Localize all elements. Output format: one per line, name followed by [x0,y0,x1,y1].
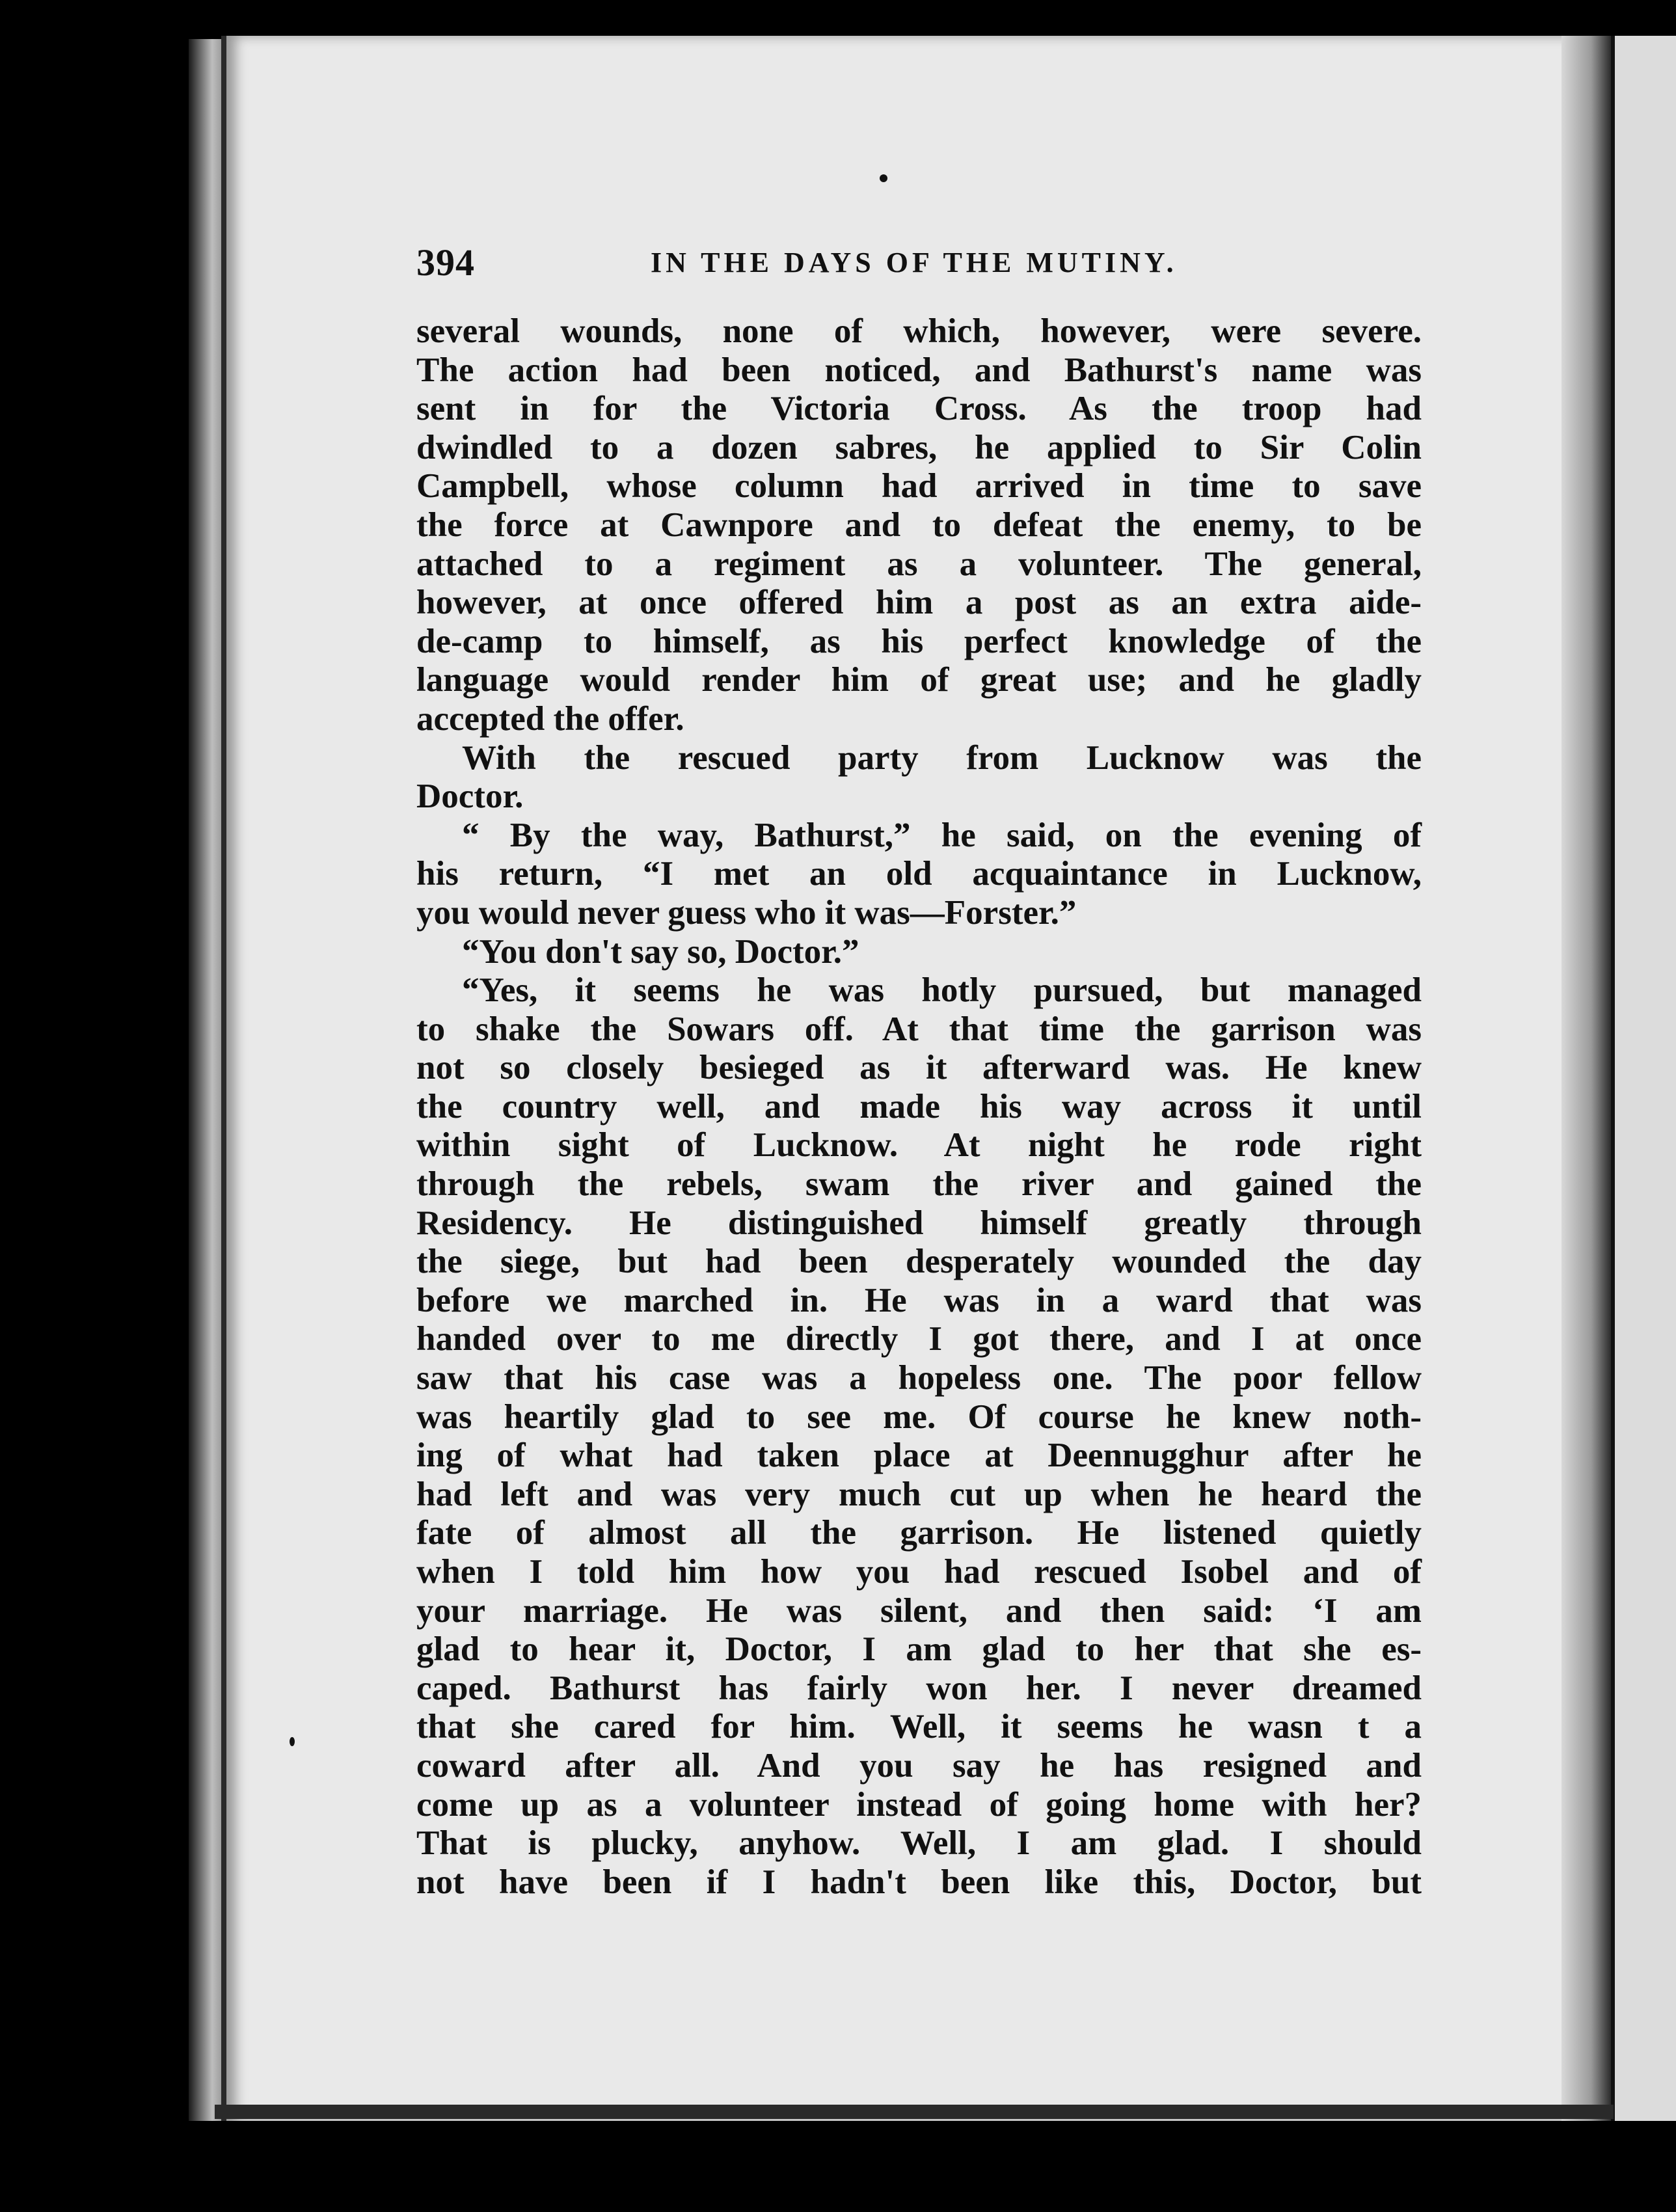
text-line: language would render him of great use; and he gladly [416,661,1422,699]
text-line: before we marched in. He was in a ward that was [416,1281,1422,1319]
text-line: “ By the way, Bathurst,” he said, on the evening of [462,816,1422,854]
text-line: had left and was very much cut up when he heard the [416,1475,1422,1513]
text-line: Doctor. [416,777,524,816]
text-line: the force at Cawnpore and to defeat the enemy, to be [416,506,1422,544]
text-line: de-camp to himself, as his perfect knowledge of the [416,622,1422,660]
text-line: come up as a volunteer instead of going home with her? [416,1785,1422,1824]
text-line: through the rebels, swam the river and gained the [416,1165,1422,1204]
text-line: “You don't say so, Doctor.” [462,932,859,971]
text-line: sent in for the Victoria Cross. As the troop had [416,390,1422,428]
text-line: that she cared for him. Well, it seems he wasn t a [416,1708,1422,1746]
text-line: With the rescued party from Lucknow was the [462,738,1422,777]
text-line: glad to hear it, Doctor, I am glad to her that she es- [416,1630,1422,1669]
page-number: 394 [416,241,475,284]
text-line: accepted the offer. [416,699,684,738]
text-line: The action had been noticed, and Bathurst's name was [416,351,1422,389]
text-line: coward after all. And you say he has resigned and [416,1746,1422,1785]
text-line: That is plucky, anyhow. Well, I am glad. I should [416,1824,1422,1863]
text-line: dwindled to a dozen sabres, he applied to Sir Colin [416,428,1422,466]
text-line: not have been if I hadn't been like this, Doctor, but [416,1863,1422,1901]
text-line: within sight of Lucknow. At night he rode right [416,1126,1422,1165]
text-line: ing of what had taken place at Deennugghur after he [416,1436,1422,1475]
page-header [416,241,1431,299]
text-line: the siege, but had been desperately wounded the day [416,1243,1422,1281]
text-line: however, at once offered him a post as an extra aide- [416,584,1422,622]
text-line: Residency. He distinguished himself greatly through [416,1204,1422,1242]
text-line: you would never guess who it was—Forster.” [416,893,1077,932]
text-line: saw that his case was a hopeless one. The poor fellow [416,1359,1422,1397]
text-line: handed over to me directly I got there, and I at once [416,1320,1422,1358]
text-line: when I told him how you had rescued Isobel and of [416,1553,1422,1591]
book-gutter [1561,36,1611,2121]
body-text [416,312,1422,1902]
text-line: “Yes, it seems he was hotly pursued, but managed [462,971,1422,1010]
text-line: Campbell, whose column had arrived in time to save [416,467,1422,506]
text-line: your marriage. He was silent, and then said: ‘I am [416,1591,1422,1630]
text-line: caped. Bathurst has fairly won her. I never dreamed [416,1669,1422,1707]
text-line: not so closely besieged as it afterward was. He knew [416,1049,1422,1087]
text-line: several wounds, none of which, however, were severe. [416,312,1422,350]
running-head: IN THE DAYS OF THE MUTINY. [651,247,1178,278]
text-line: attached to a regiment as a volunteer. The general, [416,545,1422,583]
ink-speck [290,1737,295,1746]
text-line: was heartily glad to see me. Of course he knew noth- [416,1397,1422,1436]
next-page-edge [1611,36,1676,2121]
ink-speck [880,174,887,182]
text-line: his return, “I met an old acquaintance in Lucknow, [416,855,1422,893]
text-line: to shake the Sowars off. At that time the garrison was [416,1010,1422,1048]
text-line: the country well, and made his way across it until [416,1087,1422,1126]
page-bottom-edge [215,2105,1614,2119]
text-line: fate of almost all the garrison. He listened quietly [416,1514,1422,1552]
